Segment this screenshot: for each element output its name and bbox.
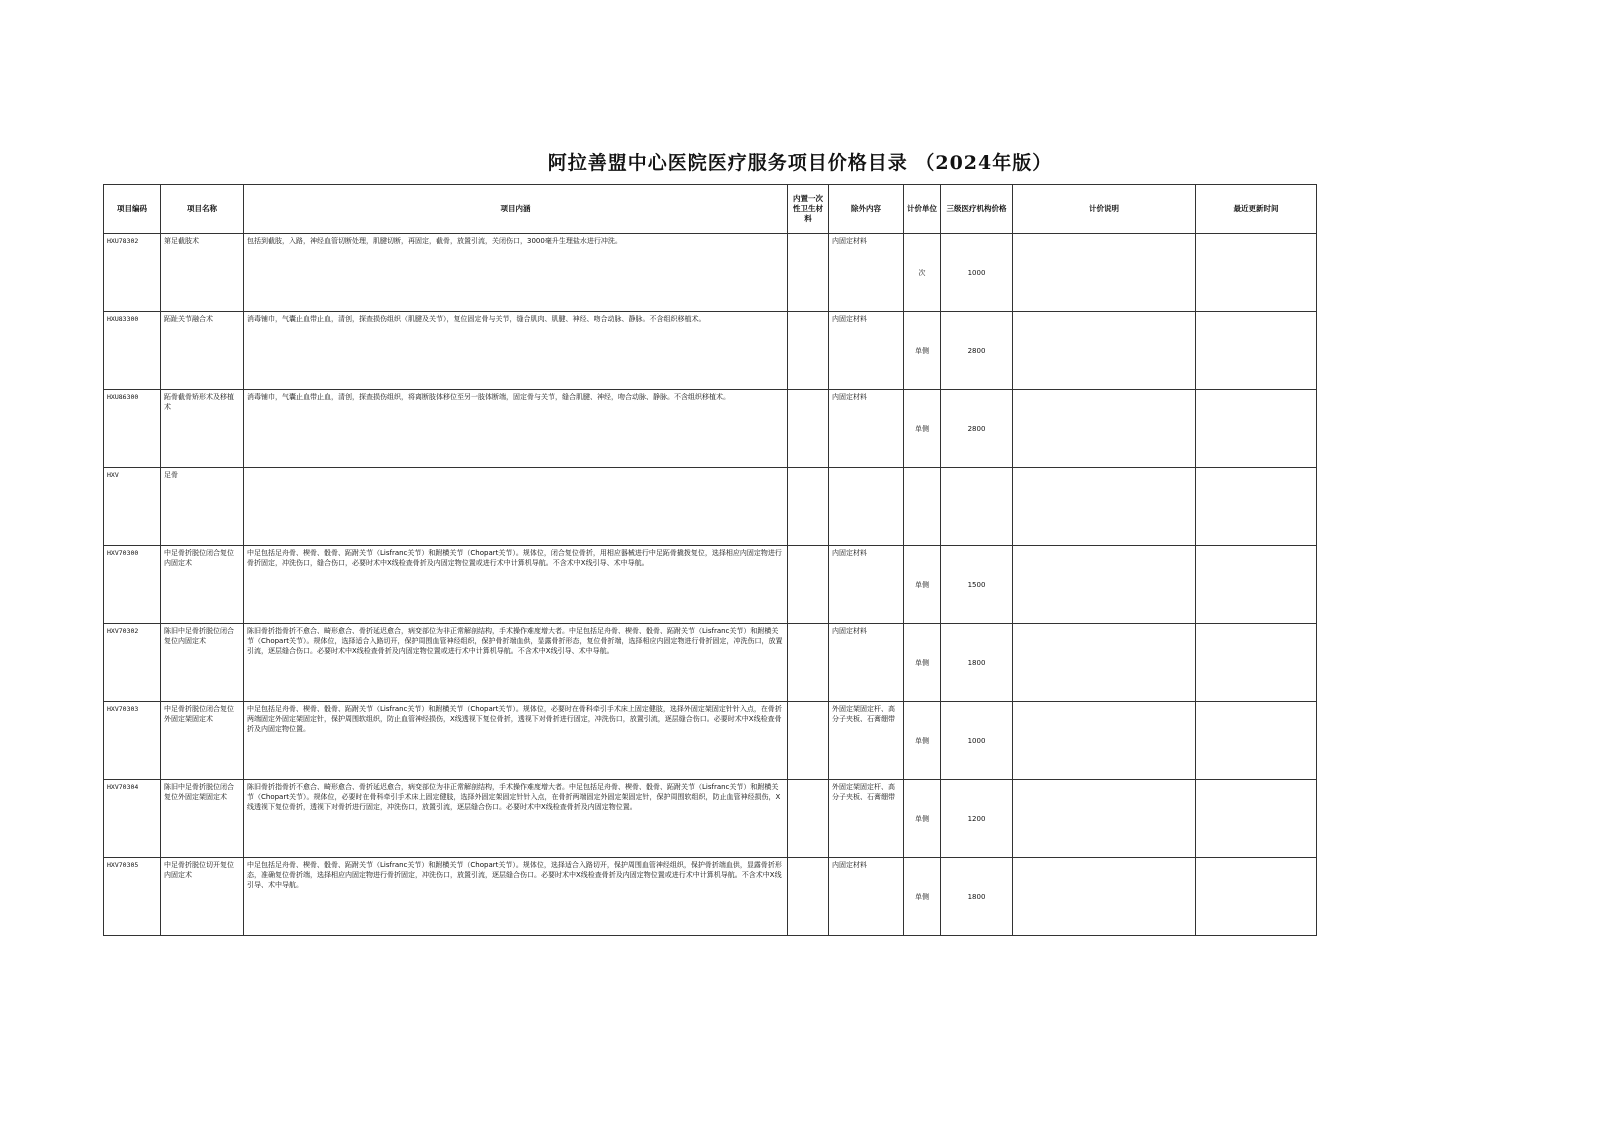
cell-updated xyxy=(1196,858,1317,936)
cell-code: HXU86300 xyxy=(104,390,161,468)
price-table xyxy=(103,184,1317,936)
cell-price xyxy=(941,468,1013,546)
cell-note xyxy=(1013,780,1196,858)
cell-exclusions: 内固定材料 xyxy=(829,858,904,936)
table-row xyxy=(104,234,1317,312)
cell-note xyxy=(1013,858,1196,936)
cell-price: 1000 xyxy=(941,234,1013,312)
cell-note xyxy=(1013,312,1196,390)
cell-content: 包括到截肢，入路，神经血管切断处理，肌腱切断，再固定，截骨，放置引流，关闭伤口，3000毫升生理盐水进行冲洗。 xyxy=(244,234,788,312)
table-row xyxy=(104,780,1317,858)
cell-name: 陈旧中足骨折脱位闭合复位内固定术 xyxy=(161,624,244,702)
cell-exclusions: 内固定材料 xyxy=(829,234,904,312)
cell-price: 1000 xyxy=(941,702,1013,780)
table-row xyxy=(104,468,1317,546)
page-title: 阿拉善盟中心医院医疗服务项目价格目录 （2024年版） xyxy=(547,152,1053,174)
cell-consumables xyxy=(788,624,829,702)
cell-updated xyxy=(1196,234,1317,312)
table-row xyxy=(104,312,1317,390)
cell-content: 陈旧骨折指骨折不愈合、畸形愈合、骨折延迟愈合，病变部位为非正常解剖结构，手术操作难度增大者。中足包括足舟骨、楔骨、骰骨、跖跗关节（Lisfranc关节）和跗横关节（Chopart关节）。规体位，选择适合入路切开，保护周围血管神经组织，保护骨折端血供，显露骨折形态，复位骨折端，选择相应内固定物进行骨折固定，冲洗伤口，放置引流，逐层缝合伤口。必要时术中X线检查骨折及内固定物位置或进行术中计算机导航。不含术中X线引导、术中导航。 xyxy=(244,624,788,702)
cell-content: 陈旧骨折指骨折不愈合、畸形愈合、骨折延迟愈合，病变部位为非正常解剖结构，手术操作难度增大者。中足包括足舟骨、楔骨、骰骨、跖跗关节（Lisfranc关节）和跗横关节（Chopart关节）。规体位，必要时在骨科牵引手术床上固定健肢，选择外固定架固定针针入点，在骨折两端固定外固定架固定针，保护周围软组织，防止血管神经损伤，X线透视下复位骨折，透视下对骨折进行固定，冲洗伤口，放置引流，逐层缝合伤口。必要时术中X线检查骨折及内固定物位置。 xyxy=(244,780,788,858)
cell-name: 跖趾关节融合术 xyxy=(161,312,244,390)
header-code: 项目编码 xyxy=(104,185,161,234)
cell-updated xyxy=(1196,546,1317,624)
cell-note xyxy=(1013,390,1196,468)
cell-consumables xyxy=(788,312,829,390)
cell-name: 中足骨折脱位闭合复位外固定架固定术 xyxy=(161,702,244,780)
cell-unit: 单侧 xyxy=(904,780,941,858)
cell-consumables xyxy=(788,234,829,312)
cell-exclusions: 内固定材料 xyxy=(829,624,904,702)
cell-price: 2800 xyxy=(941,312,1013,390)
header-name: 项目名称 xyxy=(161,185,244,234)
cell-exclusions: 内固定材料 xyxy=(829,312,904,390)
cell-updated xyxy=(1196,780,1317,858)
cell-note xyxy=(1013,624,1196,702)
cell-exclusions: 外固定架固定杆、高分子夹板、石膏绷带 xyxy=(829,780,904,858)
header-content: 项目内涵 xyxy=(244,185,788,234)
cell-consumables xyxy=(788,546,829,624)
cell-price: 1500 xyxy=(941,546,1013,624)
cell-unit: 单侧 xyxy=(904,858,941,936)
cell-name: 第足截肢术 xyxy=(161,234,244,312)
cell-content: 消毒铺巾，气囊止血带止血，清创，探查损伤组织（肌腱及关节），复位固定骨与关节，缝合肌肉、肌腱、神经、吻合动脉、静脉。不含组织移植术。 xyxy=(244,312,788,390)
table-row xyxy=(104,390,1317,468)
cell-content: 中足包括足舟骨、楔骨、骰骨、跖跗关节（Lisfranc关节）和跗横关节（Chopart关节）。规体位，必要时在骨科牵引手术床上固定健肢，选择外固定架固定针针入点，在骨折两端固定外固定架固定针，保护周围软组织，防止血管神经损伤，X线透视下复位骨折，透视下对骨折进行固定，冲洗伤口，放置引流，逐层缝合伤口。必要时术中X线检查骨折及内固定物位置。 xyxy=(244,702,788,780)
cell-code: HXV70302 xyxy=(104,624,161,702)
cell-name: 中足骨折脱位切开复位内固定术 xyxy=(161,858,244,936)
cell-unit: 单侧 xyxy=(904,624,941,702)
cell-name: 中足骨折脱位闭合复位内固定术 xyxy=(161,546,244,624)
cell-price: 2800 xyxy=(941,390,1013,468)
cell-price: 1800 xyxy=(941,624,1013,702)
cell-consumables xyxy=(788,468,829,546)
cell-exclusions xyxy=(829,468,904,546)
cell-updated xyxy=(1196,390,1317,468)
cell-unit: 次 xyxy=(904,234,941,312)
table-header-row xyxy=(104,185,1317,234)
header-unit: 计价单位 xyxy=(904,185,941,234)
cell-content xyxy=(244,468,788,546)
cell-name: 跖骨截骨矫形术及移植术 xyxy=(161,390,244,468)
cell-consumables xyxy=(788,390,829,468)
header-updated: 最近更新时间 xyxy=(1196,185,1317,234)
cell-unit xyxy=(904,468,941,546)
cell-content: 中足包括足舟骨、楔骨、骰骨、跖跗关节（Lisfranc关节）和跗横关节（Chopart关节）。规体位，闭合复位骨折，用相应器械进行中足跖骨撬拨复位，选择相应内固定物进行骨折固定，冲洗伤口，缝合伤口，必要时术中X线检查骨折及内固定物位置或进行术中计算机导航。不含术中X线引导、术中导航。 xyxy=(244,546,788,624)
cell-code: HXV70305 xyxy=(104,858,161,936)
table-row xyxy=(104,858,1317,936)
header-exclusions: 除外内容 xyxy=(829,185,904,234)
cell-content: 中足包括足舟骨、楔骨、骰骨、跖跗关节（Lisfranc关节）和跗横关节（Chopart关节）。规体位，选择适合入路切开，保护周围血管神经组织，保护骨折端血供，显露骨折形态，准确复位骨折端，选择相应内固定物进行骨折固定，冲洗伤口，放置引流，逐层缝合伤口。必要时术中X线检查骨折及内固定物位置或进行术中计算机导航。不含术中X线引导、术中导航。 xyxy=(244,858,788,936)
cell-unit: 单侧 xyxy=(904,546,941,624)
cell-code: HXU78302 xyxy=(104,234,161,312)
table-body xyxy=(104,234,1317,936)
table-row xyxy=(104,546,1317,624)
cell-price: 1800 xyxy=(941,858,1013,936)
cell-name: 陈旧中足骨折脱位闭合复位外固定架固定术 xyxy=(161,780,244,858)
cell-price: 1200 xyxy=(941,780,1013,858)
cell-code: HXV70303 xyxy=(104,702,161,780)
cell-code: HXU83300 xyxy=(104,312,161,390)
cell-updated xyxy=(1196,624,1317,702)
header-note: 计价说明 xyxy=(1013,185,1196,234)
cell-updated xyxy=(1196,702,1317,780)
cell-unit: 单侧 xyxy=(904,312,941,390)
cell-code: HXV xyxy=(104,468,161,546)
cell-note xyxy=(1013,234,1196,312)
cell-code: HXV70304 xyxy=(104,780,161,858)
cell-code: HXV70300 xyxy=(104,546,161,624)
table-row xyxy=(104,624,1317,702)
cell-unit: 单侧 xyxy=(904,390,941,468)
cell-note xyxy=(1013,546,1196,624)
cell-consumables xyxy=(788,858,829,936)
header-consumables: 内置一次性卫生材料 xyxy=(788,185,829,234)
cell-exclusions: 内固定材料 xyxy=(829,546,904,624)
cell-updated xyxy=(1196,312,1317,390)
header-price: 三级医疗机构价格 xyxy=(941,185,1013,234)
cell-exclusions: 内固定材料 xyxy=(829,390,904,468)
table-row xyxy=(104,702,1317,780)
cell-name: 足骨 xyxy=(161,468,244,546)
cell-exclusions: 外固定架固定杆、高分子夹板、石膏绷带 xyxy=(829,702,904,780)
cell-updated xyxy=(1196,468,1317,546)
cell-note xyxy=(1013,468,1196,546)
cell-unit: 单侧 xyxy=(904,702,941,780)
cell-consumables xyxy=(788,702,829,780)
cell-consumables xyxy=(788,780,829,858)
cell-note xyxy=(1013,702,1196,780)
cell-content: 消毒铺巾，气囊止血带止血，清创，探查损伤组织，将离断肢体移位至另一肢体断端，固定骨与关节，缝合肌腱、神经，吻合动脉、静脉。不含组织移植术。 xyxy=(244,390,788,468)
